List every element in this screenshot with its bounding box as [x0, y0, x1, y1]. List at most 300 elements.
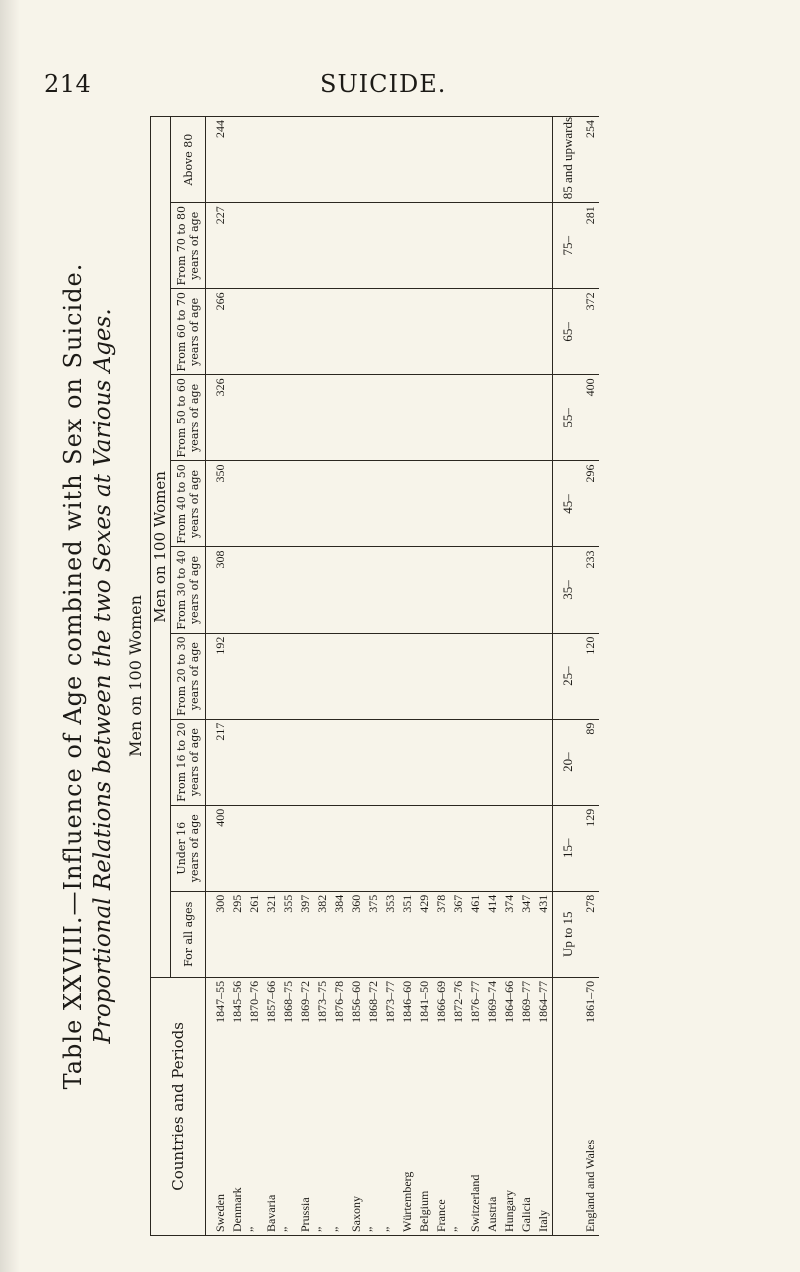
- country-name: ”: [366, 1226, 380, 1232]
- value-cell-a30: [416, 547, 433, 633]
- footer-range-a40: 45–: [553, 461, 583, 547]
- value-cell-a50: [280, 375, 297, 461]
- table-subheading: Men on 100 Women: [126, 595, 145, 757]
- country-name: Hungary: [502, 1190, 516, 1232]
- period: 1846–60: [400, 980, 414, 1023]
- value-cell-a30: [484, 547, 501, 633]
- value-cell-a80: [535, 117, 553, 203]
- value-cell-a40: [382, 461, 399, 547]
- country-period-cell: [433, 977, 450, 1235]
- footer-row: [582, 117, 599, 1236]
- country-period-cell: [246, 977, 263, 1235]
- value-cell-a40: [501, 461, 518, 547]
- value-cell-a16: [246, 719, 263, 805]
- value-cell-a60: [365, 289, 382, 375]
- value-cell-a50: [263, 375, 280, 461]
- value-cell-u16: [518, 805, 535, 891]
- value-cell-a40: [535, 461, 553, 547]
- footer-value-a70: 281: [582, 203, 599, 289]
- value-cell-all: 295: [229, 891, 246, 977]
- value-cell-a40: [263, 461, 280, 547]
- value-cell-a40: [467, 461, 484, 547]
- period: 1869–74: [485, 980, 499, 1023]
- value-cell-a40: [229, 461, 246, 547]
- value-cell-a50: [229, 375, 246, 461]
- value-cell-a16: [467, 719, 484, 805]
- value-cell-a40: 350: [206, 461, 230, 547]
- value-cell-a70: [297, 203, 314, 289]
- value-cell-a16: [229, 719, 246, 805]
- country-period-cell: [484, 977, 501, 1235]
- value-cell-a20: [246, 633, 263, 719]
- value-cell-a30: [382, 547, 399, 633]
- value-cell-a16: [416, 719, 433, 805]
- table-row: [246, 117, 263, 1236]
- value-cell-a20: [467, 633, 484, 719]
- value-cell-a70: [246, 203, 263, 289]
- value-cell-all: 321: [263, 891, 280, 977]
- value-cell-a70: [484, 203, 501, 289]
- country-name: England and Wales: [583, 1139, 597, 1232]
- value-cell-a16: [348, 719, 365, 805]
- rotated-table-block: [50, 116, 750, 1236]
- value-cell-all: 431: [535, 891, 553, 977]
- value-cell-u16: [348, 805, 365, 891]
- value-cell-a60: [450, 289, 467, 375]
- value-cell-a20: [348, 633, 365, 719]
- value-cell-a16: [382, 719, 399, 805]
- header-70-80: From 70 to 80 years of age: [171, 203, 206, 289]
- header-group: Men on 100 Women: [151, 117, 171, 978]
- footer-range-a70: 75–: [553, 203, 583, 289]
- country-name: Italy: [536, 1210, 550, 1232]
- value-cell-a60: [518, 289, 535, 375]
- country-period-cell: [416, 977, 433, 1235]
- value-cell-a16: [450, 719, 467, 805]
- value-cell-a80: [297, 117, 314, 203]
- value-cell-a16: [433, 719, 450, 805]
- period: 1873–77: [383, 980, 397, 1023]
- table-row: [535, 117, 553, 1236]
- value-cell-a40: [450, 461, 467, 547]
- value-cell-a60: [484, 289, 501, 375]
- value-cell-a20: [314, 633, 331, 719]
- table-row: [348, 117, 365, 1236]
- value-cell-all: 384: [331, 891, 348, 977]
- value-cell-a70: [263, 203, 280, 289]
- value-cell-a16: [484, 719, 501, 805]
- value-cell-a70: [467, 203, 484, 289]
- value-cell-a50: [348, 375, 365, 461]
- value-cell-a30: [280, 547, 297, 633]
- value-cell-a50: [314, 375, 331, 461]
- value-cell-a30: [246, 547, 263, 633]
- country-period-cell: [263, 977, 280, 1235]
- footer-value-a50: 400: [582, 375, 599, 461]
- value-cell-a80: 244: [206, 117, 230, 203]
- value-cell-a16: [399, 719, 416, 805]
- value-cell-u16: [535, 805, 553, 891]
- period: 1873–75: [315, 980, 329, 1023]
- value-cell-a50: [382, 375, 399, 461]
- value-cell-all: 300: [206, 891, 230, 977]
- value-cell-u16: [297, 805, 314, 891]
- country-name: Würtemberg: [400, 1171, 414, 1232]
- value-cell-a80: [399, 117, 416, 203]
- table-row: [314, 117, 331, 1236]
- value-cell-u16: [450, 805, 467, 891]
- value-cell-a20: [484, 633, 501, 719]
- country-period-cell: [518, 977, 535, 1235]
- value-cell-a40: [518, 461, 535, 547]
- country-name: Prussia: [298, 1197, 312, 1232]
- header-countries: Countries and Periods: [151, 977, 206, 1235]
- table-row: [263, 117, 280, 1236]
- value-cell-a50: [450, 375, 467, 461]
- value-cell-a30: [433, 547, 450, 633]
- value-cell-a80: [365, 117, 382, 203]
- value-cell-a20: [450, 633, 467, 719]
- country-name: Bavaria: [264, 1194, 278, 1232]
- value-cell-a80: [518, 117, 535, 203]
- value-cell-u16: [331, 805, 348, 891]
- value-cell-a70: [229, 203, 246, 289]
- value-cell-a60: [433, 289, 450, 375]
- period: 1845–56: [230, 980, 244, 1023]
- value-cell-a50: [535, 375, 553, 461]
- value-cell-a30: [314, 547, 331, 633]
- table-row: [450, 117, 467, 1236]
- table-row: [382, 117, 399, 1236]
- value-cell-a60: [416, 289, 433, 375]
- value-cell-u16: [484, 805, 501, 891]
- period: 1866–69: [434, 980, 448, 1023]
- value-cell-a50: [297, 375, 314, 461]
- value-cell-u16: [399, 805, 416, 891]
- value-cell-u16: [229, 805, 246, 891]
- country-name: Saxony: [349, 1196, 363, 1232]
- table-row: [229, 117, 246, 1236]
- value-cell-a20: [501, 633, 518, 719]
- country-period-cell: [501, 977, 518, 1235]
- value-cell-all: 351: [399, 891, 416, 977]
- value-cell-a60: [246, 289, 263, 375]
- value-cell-a50: [365, 375, 382, 461]
- value-cell-a50: [484, 375, 501, 461]
- value-cell-a80: [416, 117, 433, 203]
- value-cell-a30: [450, 547, 467, 633]
- value-cell-a70: [382, 203, 399, 289]
- value-cell-a20: [263, 633, 280, 719]
- value-cell-a20: [229, 633, 246, 719]
- period: 1876–78: [332, 980, 346, 1023]
- country-name: France: [434, 1199, 448, 1232]
- value-cell-a60: [229, 289, 246, 375]
- value-cell-a60: [331, 289, 348, 375]
- value-cell-u16: [280, 805, 297, 891]
- value-cell-a30: [263, 547, 280, 633]
- header-60-70: From 60 to 70 years of age: [171, 289, 206, 375]
- value-cell-a80: [501, 117, 518, 203]
- value-cell-a20: 192: [206, 633, 230, 719]
- country-period-cell: [348, 977, 365, 1235]
- footer-range-a80: 85 and upwards: [553, 117, 583, 203]
- country-period-cell: [280, 977, 297, 1235]
- country-name: ”: [281, 1226, 295, 1232]
- value-cell-a60: [297, 289, 314, 375]
- value-cell-a50: [433, 375, 450, 461]
- country-period-cell: [229, 977, 246, 1235]
- table-row: [365, 117, 382, 1236]
- table-row: [433, 117, 450, 1236]
- value-cell-u16: [246, 805, 263, 891]
- value-cell-a70: [416, 203, 433, 289]
- value-cell-all: 360: [348, 891, 365, 977]
- value-cell-u16: [416, 805, 433, 891]
- value-cell-a50: [467, 375, 484, 461]
- value-cell-a70: [501, 203, 518, 289]
- value-cell-a80: [382, 117, 399, 203]
- table-row: [399, 117, 416, 1236]
- footer-value-a80: 254: [582, 117, 599, 203]
- value-cell-a70: 227: [206, 203, 230, 289]
- country-period-cell: [365, 977, 382, 1235]
- value-cell-a80: [450, 117, 467, 203]
- value-cell-a80: [348, 117, 365, 203]
- period: 1870–76: [247, 980, 261, 1023]
- period: 1847–55: [213, 980, 227, 1023]
- value-cell-all: 367: [450, 891, 467, 977]
- value-cell-a40: [433, 461, 450, 547]
- footer-range-all: Up to 15: [553, 891, 583, 977]
- footer-value-a20: 120: [582, 633, 599, 719]
- value-cell-a20: [416, 633, 433, 719]
- country-period-cell: [450, 977, 467, 1235]
- value-cell-a50: [399, 375, 416, 461]
- header-all-ages: For all ages: [171, 891, 206, 977]
- value-cell-a30: [229, 547, 246, 633]
- value-cell-a20: [280, 633, 297, 719]
- value-cell-all: 378: [433, 891, 450, 977]
- footer-value-a16: 89: [582, 719, 599, 805]
- header-30-40: From 30 to 40 years of age: [171, 547, 206, 633]
- period: 1856–60: [349, 980, 363, 1023]
- country-name: ”: [247, 1226, 261, 1232]
- footer-value-u16: 129: [582, 805, 599, 891]
- value-cell-a60: [467, 289, 484, 375]
- value-cell-a30: [365, 547, 382, 633]
- value-cell-a30: [518, 547, 535, 633]
- country-period-cell: [206, 977, 230, 1235]
- value-cell-all: 382: [314, 891, 331, 977]
- country-name: ”: [315, 1226, 329, 1232]
- period: 1876–77: [468, 980, 482, 1023]
- value-cell-a60: [399, 289, 416, 375]
- value-cell-a70: [331, 203, 348, 289]
- value-cell-a60: [280, 289, 297, 375]
- value-cell-a40: [280, 461, 297, 547]
- value-cell-a40: [484, 461, 501, 547]
- value-cell-a60: [263, 289, 280, 375]
- value-cell-a30: [348, 547, 365, 633]
- value-cell-a16: [263, 719, 280, 805]
- header-50-60: From 50 to 60 years of age: [171, 375, 206, 461]
- value-cell-a20: [399, 633, 416, 719]
- value-cell-a80: [484, 117, 501, 203]
- value-cell-a16: [280, 719, 297, 805]
- value-cell-a60: [314, 289, 331, 375]
- value-cell-u16: [382, 805, 399, 891]
- value-cell-a50: [416, 375, 433, 461]
- country-period-cell: [535, 977, 553, 1235]
- value-cell-u16: [365, 805, 382, 891]
- value-cell-all: 429: [416, 891, 433, 977]
- page-number: 214: [44, 70, 92, 98]
- table-caption: [58, 116, 118, 1236]
- value-cell-a30: [535, 547, 553, 633]
- country-period-cell: [331, 977, 348, 1235]
- value-cell-a30: [331, 547, 348, 633]
- footer-blank-cell: [553, 977, 583, 1235]
- page-edge-shadow: [0, 0, 20, 1272]
- header-under-16: Under 16 years of age: [171, 805, 206, 891]
- value-cell-u16: [263, 805, 280, 891]
- value-cell-a40: [314, 461, 331, 547]
- period: 1841–50: [417, 980, 431, 1023]
- footer-value-a30: 233: [582, 547, 599, 633]
- value-cell-a80: [229, 117, 246, 203]
- country-name: ”: [383, 1226, 397, 1232]
- period: 1864–66: [502, 980, 516, 1023]
- table-body: [206, 117, 600, 1236]
- value-cell-a16: [501, 719, 518, 805]
- footer-value-all: 278: [582, 891, 599, 977]
- value-cell-a70: [450, 203, 467, 289]
- country-name: ”: [332, 1226, 346, 1232]
- value-cell-a30: [467, 547, 484, 633]
- header-above-80: Above 80: [171, 117, 206, 203]
- value-cell-a80: [314, 117, 331, 203]
- value-cell-a40: [365, 461, 382, 547]
- value-cell-a30: [297, 547, 314, 633]
- value-cell-a16: [314, 719, 331, 805]
- footer-range-a50: 55–: [553, 375, 583, 461]
- value-cell-a70: [535, 203, 553, 289]
- value-cell-a50: [501, 375, 518, 461]
- value-cell-u16: [314, 805, 331, 891]
- value-cell-a50: 326: [206, 375, 230, 461]
- value-cell-all: 353: [382, 891, 399, 977]
- value-cell-a70: [518, 203, 535, 289]
- header-20-30: From 20 to 30 years of age: [171, 633, 206, 719]
- country-name: Denmark: [230, 1187, 244, 1232]
- table-subtitle: Proportional Relations between the two Sexes at Various Ages.: [90, 308, 116, 1044]
- value-cell-all: 347: [518, 891, 535, 977]
- value-cell-a16: 217: [206, 719, 230, 805]
- value-cell-a70: [433, 203, 450, 289]
- table-row: [501, 117, 518, 1236]
- value-cell-a80: [467, 117, 484, 203]
- country-period-cell: [314, 977, 331, 1235]
- value-cell-a60: 266: [206, 289, 230, 375]
- country-name: Belgium: [417, 1190, 431, 1232]
- table-row: [206, 117, 230, 1236]
- value-cell-u16: [467, 805, 484, 891]
- country-name: Galicia: [519, 1197, 533, 1232]
- period: 1861–70: [583, 980, 597, 1023]
- value-cell-a80: [280, 117, 297, 203]
- footer-value-a40: 296: [582, 461, 599, 547]
- value-cell-a16: [331, 719, 348, 805]
- value-cell-a20: [433, 633, 450, 719]
- period: 1864–77: [536, 980, 550, 1023]
- table-title: Table XXVIII.—Influence of Age combined with Sex on Suicide.: [59, 262, 87, 1090]
- footer-range-a60: 65–: [553, 289, 583, 375]
- value-cell-a70: [399, 203, 416, 289]
- value-cell-all: 261: [246, 891, 263, 977]
- country-name: ”: [451, 1226, 465, 1232]
- value-cell-a40: [331, 461, 348, 547]
- table-row: [331, 117, 348, 1236]
- table-row: [280, 117, 297, 1236]
- value-cell-a60: [501, 289, 518, 375]
- value-cell-a30: [399, 547, 416, 633]
- country-period-cell: [467, 977, 484, 1235]
- value-cell-a16: [518, 719, 535, 805]
- header-16-20: From 16 to 20 years of age: [171, 719, 206, 805]
- period: 1857–66: [264, 980, 278, 1023]
- value-cell-a60: [382, 289, 399, 375]
- period: 1868–75: [281, 980, 295, 1023]
- value-cell-a16: [365, 719, 382, 805]
- header-40-50: From 40 to 50 years of age: [171, 461, 206, 547]
- country-period-cell: [399, 977, 416, 1235]
- value-cell-a40: [399, 461, 416, 547]
- value-cell-a40: [348, 461, 365, 547]
- value-cell-a50: [246, 375, 263, 461]
- period: 1869–72: [298, 980, 312, 1023]
- value-cell-a20: [297, 633, 314, 719]
- value-cell-all: 397: [297, 891, 314, 977]
- value-cell-a40: [246, 461, 263, 547]
- value-cell-a40: [416, 461, 433, 547]
- value-cell-a70: [365, 203, 382, 289]
- table-row: [467, 117, 484, 1236]
- value-cell-a70: [348, 203, 365, 289]
- table-row: [484, 117, 501, 1236]
- value-cell-all: 461: [467, 891, 484, 977]
- footer-value-a60: 372: [582, 289, 599, 375]
- footer-country-cell: [582, 977, 599, 1235]
- value-cell-a20: [518, 633, 535, 719]
- table-row: [416, 117, 433, 1236]
- value-cell-all: 414: [484, 891, 501, 977]
- footer-range-a30: 35–: [553, 547, 583, 633]
- footer-range-a20: 25–: [553, 633, 583, 719]
- period: 1872–76: [451, 980, 465, 1023]
- value-cell-a70: [280, 203, 297, 289]
- value-cell-a60: [535, 289, 553, 375]
- value-cell-all: 355: [280, 891, 297, 977]
- value-cell-all: 375: [365, 891, 382, 977]
- value-cell-a20: [331, 633, 348, 719]
- value-cell-a80: [331, 117, 348, 203]
- value-cell-a30: [501, 547, 518, 633]
- value-cell-a60: [348, 289, 365, 375]
- running-head: SUICIDE.: [320, 70, 447, 98]
- footer-range-a16: 20–: [553, 719, 583, 805]
- value-cell-a20: [365, 633, 382, 719]
